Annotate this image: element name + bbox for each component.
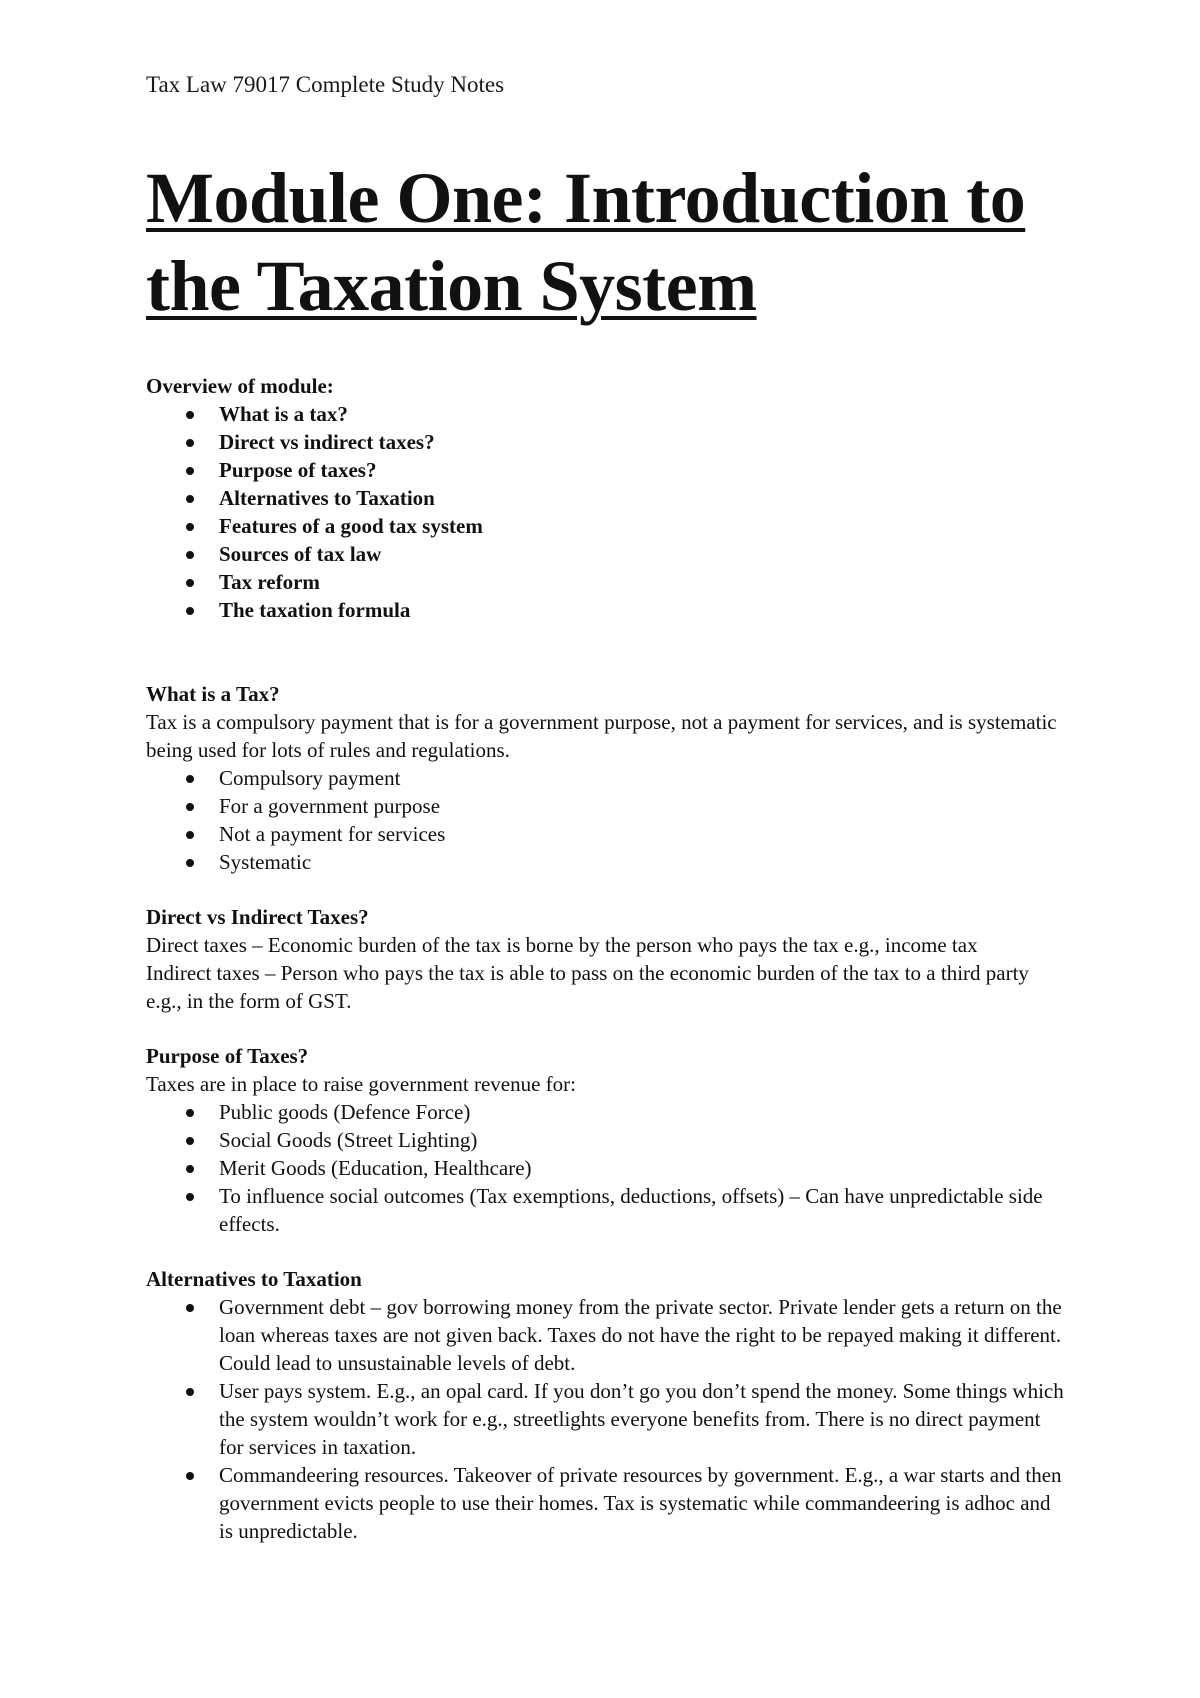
direct-indirect-section (146, 903, 1066, 1015)
bullet-icon (186, 467, 194, 475)
bullet-icon (186, 803, 194, 811)
alternatives-list (146, 1293, 1066, 1545)
list-item-text: Systematic (219, 850, 312, 874)
list-item-text: For a government purpose (219, 794, 441, 818)
purpose-list (146, 1098, 1066, 1238)
list-item (146, 596, 1066, 624)
bullet-icon (186, 495, 194, 503)
direct-taxes-text: Direct taxes – Economic burden of the tax is borne by the person who pays the tax e.g., income tax (146, 933, 978, 957)
list-item-text: The taxation formula (219, 598, 411, 622)
what-is-tax-list (146, 764, 1066, 876)
list-item (146, 764, 1066, 792)
bullet-icon (186, 411, 194, 419)
list-item (146, 456, 1066, 484)
list-item-text: Sources of tax law (219, 542, 382, 566)
list-item (146, 428, 1066, 456)
overview-section (146, 372, 1066, 624)
bullet-icon (186, 439, 194, 447)
list-item-text: Compulsory payment (219, 766, 401, 790)
list-item-text: Purpose of taxes? (219, 458, 377, 482)
list-item-text: Direct vs indirect taxes? (219, 430, 435, 454)
bullet-icon (186, 1472, 194, 1480)
what-is-tax-intro: Tax is a compulsory payment that is for a government purpose, not a payment for services, and is systematic being used for lots of rules and regulations. (146, 710, 1057, 762)
list-item (146, 400, 1066, 428)
list-item-text: Commandeering resources. Takeover of private resources by government. E.g., a war starts and then government evicts people to use their homes. Tax is systematic while commandeering is adhoc and is unpredictable. (219, 1463, 1062, 1543)
list-item-text: To influence social outcomes (Tax exemptions, deductions, offsets) – Can have unpredictable side effects. (219, 1184, 1043, 1236)
list-item (146, 848, 1066, 876)
list-item-text: User pays system. E.g., an opal card. If you don’t go you don’t spend the money. Some things which the system wouldn’t work for e.g., streetlights everyone benefits from. There is no direct payment for services in taxation. (219, 1379, 1064, 1459)
list-item-text: What is a tax? (219, 402, 348, 426)
list-item (146, 1098, 1066, 1126)
bullet-icon (186, 1304, 194, 1312)
list-item (146, 1461, 1066, 1545)
list-item (146, 1293, 1066, 1377)
list-item-text: Government debt – gov borrowing money from the private sector. Private lender gets a return on the loan whereas taxes are not given back. Taxes do not have the right to be repayed making it different. Could lead to unsustainable levels of debt. (219, 1295, 1062, 1375)
bullet-icon (186, 579, 194, 587)
bullet-icon (186, 775, 194, 783)
list-item (146, 1377, 1066, 1461)
direct-indirect-heading: Direct vs Indirect Taxes? (146, 905, 369, 929)
list-item-text: Features of a good tax system (219, 514, 483, 538)
list-item-text: Merit Goods (Education, Healthcare) (219, 1156, 532, 1180)
overview-heading: Overview of module: (146, 374, 334, 398)
list-item-text: Public goods (Defence Force) (219, 1100, 471, 1124)
list-item (146, 540, 1066, 568)
list-item (146, 1154, 1066, 1182)
overview-list (146, 400, 1066, 624)
list-item (146, 512, 1066, 540)
purpose-heading: Purpose of Taxes? (146, 1044, 309, 1068)
alternatives-section (146, 1265, 1066, 1545)
list-item-text: Tax reform (219, 570, 320, 594)
bullet-icon (186, 1165, 194, 1173)
purpose-section (146, 1042, 1066, 1238)
bullet-icon (186, 523, 194, 531)
bullet-icon (186, 551, 194, 559)
document-page (146, 70, 1066, 1545)
list-item-text: Alternatives to Taxation (219, 486, 435, 510)
what-is-tax-heading: What is a Tax? (146, 682, 280, 706)
list-item (146, 1182, 1066, 1238)
list-item (146, 820, 1066, 848)
list-item-text: Not a payment for services (219, 822, 446, 846)
bullet-icon (186, 1193, 194, 1201)
bullet-icon (186, 831, 194, 839)
indirect-taxes-text: Indirect taxes – Person who pays the tax is able to pass on the economic burden of the tax to a third party e.g., in the form of GST. (146, 961, 1029, 1013)
list-item (146, 484, 1066, 512)
list-item (146, 568, 1066, 596)
list-item (146, 792, 1066, 820)
bullet-icon (186, 1109, 194, 1117)
bullet-icon (186, 1137, 194, 1145)
alternatives-heading: Alternatives to Taxation (146, 1267, 362, 1291)
purpose-intro: Taxes are in place to raise government revenue for: (146, 1072, 576, 1096)
what-is-tax-section (146, 680, 1066, 876)
bullet-icon (186, 1388, 194, 1396)
bullet-icon (186, 859, 194, 867)
list-item-text: Social Goods (Street Lighting) (219, 1128, 478, 1152)
module-title: Module One: Introduction to the Taxation System (146, 158, 1026, 326)
running-header: Tax Law 79017 Complete Study Notes (146, 72, 505, 97)
list-item (146, 1126, 1066, 1154)
bullet-icon (186, 607, 194, 615)
